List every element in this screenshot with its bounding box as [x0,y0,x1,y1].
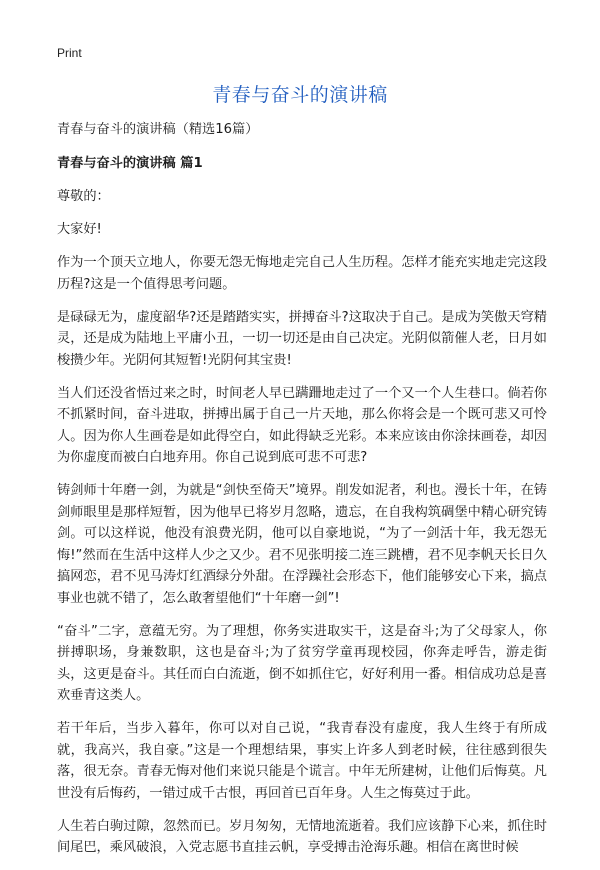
section-title: 青春与奋斗的演讲稿 篇1 [57,155,203,171]
document-body [57,119,547,870]
greeting: 大家好! [57,222,102,237]
print-link[interactable]: Print [57,46,82,60]
paragraph-1: 作为一个顶天立地人，你要无怨无悔地走完自己人生历程。怎样才能充实地走完这段历程?这是一个值得思考问题。 [57,255,547,292]
paragraph-2: 是碌碌无为，虚度韶华?还是踏踏实实，拼搏奋斗?这取决于自己。是成为笑傲天穹精灵，还是成为陆地上平庸小丑，一切一切还是由自己决定。光阴似箭催人老，日月如梭攒少年。光阴何其短暂!光阴何其宝贵! [57,309,547,368]
salutation: 尊敬的： [57,189,110,204]
paragraph-7: 人生若白驹过隙，忽然而已。岁月匆匆，无情地流逝着。我们应该静下心来，抓住时间尾巴，乘风破浪，入党志愿书直挂云帆，享受搏击沧海乐趣。相信在离世时候 [57,818,547,855]
document-title: 青春与奋斗的演讲稿 [212,84,388,106]
paragraph-6: 若干年后，当步入暮年，你可以对自己说，“我青春没有虚度，我人生终于有所成就，我高兴，我自豪。”这是一个理想结果，事实上许多人到老时候，往往感到很失落，很无奈。青春无悔对他们来说只能是个谎言。中年无所建树，让他们后悔莫。凡世没有后悔药，一错过成千古恨，再回首已百年身。人生之悔莫过于此。 [57,721,547,801]
paragraph-5: “奋斗”二字，意蕴无穷。为了理想，你务实进取实干，这是奋斗;为了父母家人，你拼搏职场，身兼数职，这也是奋斗;为了贫穷学童再现校园，你奔走呼告，游走街头，这更是奋斗。其任而白白流逝，倒不如抓住它，好好利用一番。相信成功总是喜欢垂青这类人。 [57,623,547,703]
paragraph-3: 当人们还没省悟过来之时，时间老人早已蹒跚地走过了一个又一个人生巷口。倘若你不抓紧时间，奋斗进取，拼搏出属于自己一片天地，那么你将会是一个既可悲又可怜人。因为你人生画卷是如此得空白，如此得缺乏光彩。本来应该由你涂抹画卷，却因为你虚度而被白白地弃用。你自己说到底可悲不可悲? [57,385,547,465]
document-subtitle: 青春与奋斗的演讲稿（精选16篇） [57,122,259,137]
paragraph-4: 铸剑师十年磨一剑，为就是“剑快至倚天”境界。削发如泥者，利也。漫长十年，在铸剑师眼里是那样短暂，因为他早已将岁月忽略，遗忘，在自我构筑碉堡中精心研究铸剑。可以这样说，他没有浪费光阴，他可以自豪地说，“为了一剑活十年，我无怨无悔!”然而在生活中这样人少之又少。君不见张明接二连三跳槽，君不见李帆天长日久搞网恋，君不见马涛灯红酒绿分外甜。在浮躁社会形态下，他们能够安心下来，搞点事业也就不错了，怎么敢奢望他们“十年磨一剑”! [57,483,547,606]
